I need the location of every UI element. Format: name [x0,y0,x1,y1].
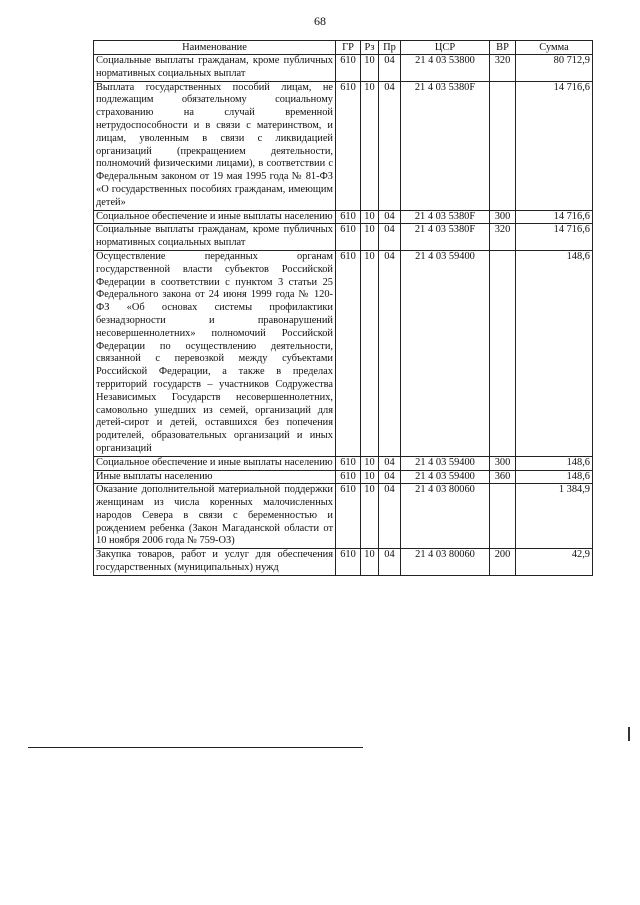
cell-csr: 21 4 03 5380F [401,81,490,210]
cell-pr: 04 [379,484,401,549]
cell-gr: 610 [336,456,361,470]
cell-gr: 610 [336,55,361,82]
cell-sum: 14 716,6 [516,81,593,210]
table-row [94,210,593,224]
cell-rz: 10 [361,250,379,456]
cell-name: Иные выплаты населению [94,470,336,484]
cell-pr: 04 [379,470,401,484]
header-row [94,41,593,55]
cell-gr: 610 [336,470,361,484]
table-row [94,549,593,576]
cell-pr: 04 [379,81,401,210]
cell-rz: 10 [361,456,379,470]
cell-csr: 21 4 03 80060 [401,484,490,549]
cell-name: Социальное обеспечение и иные выплаты населению [94,456,336,470]
cell-rz: 10 [361,55,379,82]
cell-name: Выплата государственных пособий лицам, не подлежащим обязательному социальному страхованию на случай временной нетрудоспособности и в связи с материнством, и лицам, уволенным в связи с ликвидацией организаций (прекращением деятельности, полномочий физическими лицами), в соответствии с Федеральным законом от 19 мая 1995 года № 81-ФЗ «О государственных пособиях гражданам, имеющим детей» [94,81,336,210]
header-sum: Сумма [516,41,593,55]
budget-table [93,40,593,576]
cell-rz: 10 [361,210,379,224]
cell-csr: 21 4 03 59400 [401,456,490,470]
table-row [94,55,593,82]
cell-name: Социальные выплаты гражданам, кроме публичных нормативных социальных выплат [94,55,336,82]
table-row [94,81,593,210]
header-pr: Пр [379,41,401,55]
cell-vr: 300 [490,210,516,224]
table-row [94,470,593,484]
scan-edge-mark [628,727,630,741]
cell-rz: 10 [361,81,379,210]
footnote-separator [28,747,363,748]
cell-vr: 200 [490,549,516,576]
cell-rz: 10 [361,224,379,251]
header-rz: Рз [361,41,379,55]
table-body [94,55,593,576]
cell-name: Осуществление переданных органам государственной власти субъектов Российской Федерации в соответствии с пунктом 3 статьи 25 Федерального закона от 24 июня 1999 года № 120-ФЗ «Об основах системы профилактики безнадзорности и правонарушений несовершеннолетних» полномочий Российской Федерации по осуществлению деятельности, связанной с перевозкой между субъектами Российской Федерации, а также в пределах территорий государств – участников Содружества Независимых Государств несовершеннолетних, самовольно ушедших из семей, организаций для детей-сирот и детей, оставшихся без попечения родителей, образовательных организаций и иных организаций [94,250,336,456]
cell-csr: 21 4 03 80060 [401,549,490,576]
table-row [94,456,593,470]
cell-pr: 04 [379,250,401,456]
cell-rz: 10 [361,470,379,484]
cell-gr: 610 [336,210,361,224]
cell-pr: 04 [379,456,401,470]
cell-gr: 610 [336,484,361,549]
cell-vr [490,250,516,456]
cell-csr: 21 4 03 5380F [401,224,490,251]
cell-gr: 610 [336,224,361,251]
header-vr: ВР [490,41,516,55]
cell-sum: 1 384,9 [516,484,593,549]
cell-pr: 04 [379,55,401,82]
cell-rz: 10 [361,549,379,576]
cell-vr: 320 [490,55,516,82]
table-row [94,250,593,456]
cell-sum: 42,9 [516,549,593,576]
cell-sum: 14 716,6 [516,210,593,224]
cell-pr: 04 [379,210,401,224]
table-row [94,224,593,251]
cell-csr: 21 4 03 59400 [401,250,490,456]
cell-csr: 21 4 03 53800 [401,55,490,82]
cell-pr: 04 [379,549,401,576]
cell-name: Социальное обеспечение и иные выплаты населению [94,210,336,224]
cell-csr: 21 4 03 59400 [401,470,490,484]
cell-sum: 148,6 [516,470,593,484]
cell-csr: 21 4 03 5380F [401,210,490,224]
cell-sum: 148,6 [516,250,593,456]
cell-name: Социальные выплаты гражданам, кроме публичных нормативных социальных выплат [94,224,336,251]
cell-sum: 148,6 [516,456,593,470]
cell-sum: 14 716,6 [516,224,593,251]
cell-vr: 300 [490,456,516,470]
page-number: 68 [314,14,326,28]
cell-name: Оказание дополнительной материальной поддержки женщинам из числа коренных малочисленных народов Севера в связи с беременностью и рождением ребенка (Закон Магаданской области от 10 ноября 2006 года № 759-ОЗ) [94,484,336,549]
header-name: Наименование [94,41,336,55]
cell-vr: 320 [490,224,516,251]
cell-vr [490,81,516,210]
cell-sum: 80 712,9 [516,55,593,82]
table-header [94,41,593,55]
cell-vr [490,484,516,549]
cell-rz: 10 [361,484,379,549]
cell-vr: 360 [490,470,516,484]
header-csr: ЦСР [401,41,490,55]
cell-pr: 04 [379,224,401,251]
cell-gr: 610 [336,250,361,456]
header-gr: ГР [336,41,361,55]
table-row [94,484,593,549]
cell-gr: 610 [336,81,361,210]
cell-gr: 610 [336,549,361,576]
cell-name: Закупка товаров, работ и услуг для обеспечения государственных (муниципальных) нужд [94,549,336,576]
